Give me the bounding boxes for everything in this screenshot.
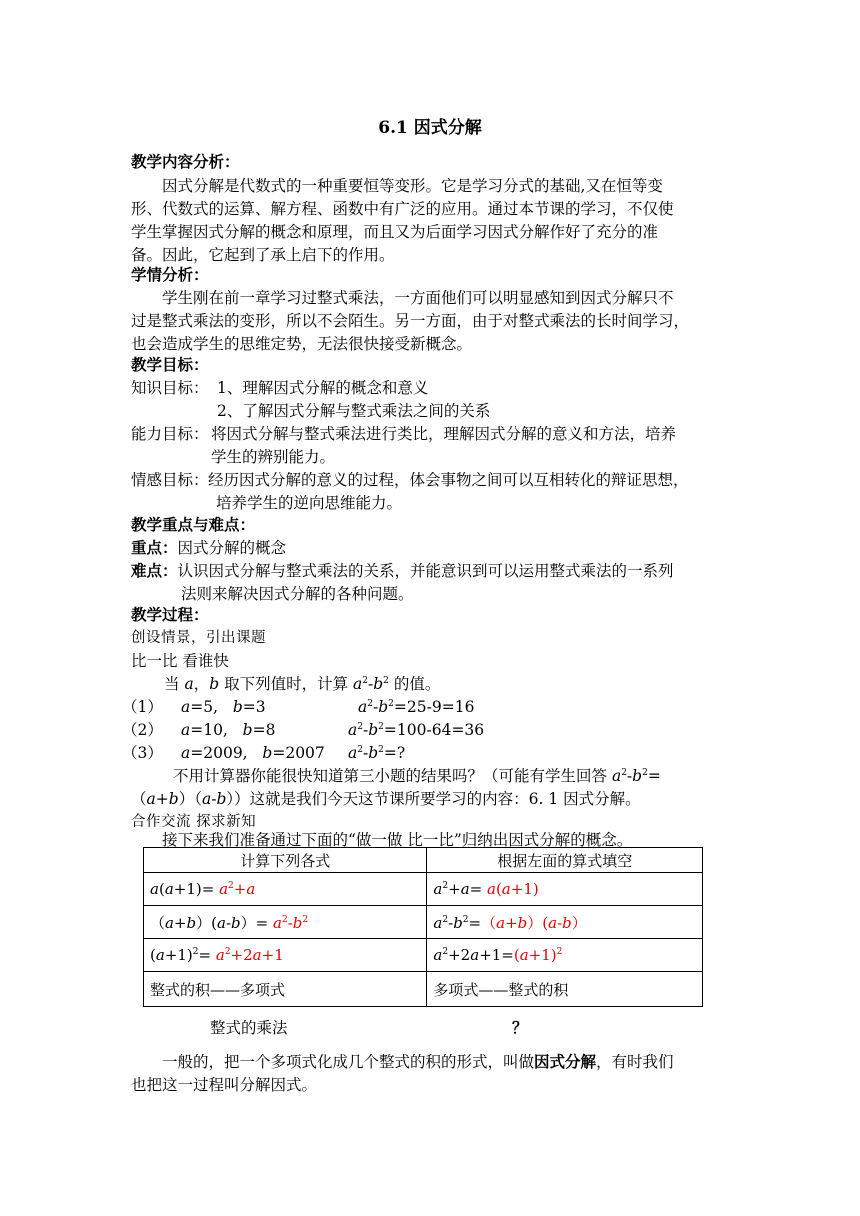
table-cell: $a^2-b^2=(a+b)(a-b)$: [427, 906, 703, 939]
table-cell: 多项式——整式的积: [427, 972, 703, 1007]
section-heading-process: 教学过程：: [131, 605, 209, 624]
goal-text: 经历因式分解的意义的过程，体会事物之间可以互相转化的辩证思想，: [208, 471, 689, 489]
key-point-line: [131, 537, 286, 559]
table-cell: $a^2+2a+1=(a+1)^2$: [427, 939, 703, 972]
table-header-cell: 计算下列各式: [144, 848, 427, 873]
below-table-left: 整式的乘法: [210, 1019, 288, 1037]
table-row: [144, 906, 703, 939]
question-result: $a^2-b^2=$?: [348, 744, 406, 762]
key-point-label: 重点：: [131, 538, 178, 557]
table-cell: 整式的积——多项式: [144, 972, 427, 1007]
quick-question-line: （a+b）（a-b））这就是我们今天这节课所要学习的内容：6. 1 因式分解。: [131, 790, 641, 808]
paragraph-line: 形、代数式的运算、解方程、函数中有广泛的应用。通过本节课的学习，不仅使: [131, 200, 674, 218]
goal-label-knowledge: 知识目标：: [131, 379, 209, 397]
goal-text: 1、理解因式分解的概念和意义: [217, 379, 429, 397]
below-table-question: ？: [512, 1018, 528, 1037]
question-values: a=10, b=8: [181, 721, 276, 739]
table-header-cell: 根据左面的算式填空: [427, 848, 703, 873]
page-title: 6.1 因式分解: [378, 118, 482, 138]
paragraph-line: 过是整式乘法的变形，所以不会陌生。另一方面，由于对整式乘法的长时间学习，: [131, 312, 690, 330]
section-heading-student-analysis: 学情分析：: [131, 265, 209, 284]
question-item: （3）: [122, 744, 163, 762]
factorization-table: [143, 847, 703, 1007]
question-values: a=5, b=3: [181, 698, 266, 716]
definition-line: 一般的，把一个多项式化成几个整式的积的形式，叫做因式分解，有时我们: [162, 1052, 674, 1071]
paragraph-line: 也会造成学生的思维定势，无法很快接受新概念。: [131, 335, 473, 353]
goal-text: 2、了解因式分解与整式乘法之间的关系: [217, 402, 491, 420]
table-row: [144, 873, 703, 906]
goal-text: 学生的辨别能力。: [211, 448, 336, 466]
process-cooperate: 合作交流 探求新知: [131, 814, 257, 830]
question-values: a=2009, b=2007: [181, 744, 325, 762]
table-cell: $(a+1)^2= a^2+2a+1$: [144, 939, 427, 972]
process-compare: 比一比 看谁快: [131, 652, 229, 670]
table-row: [144, 972, 703, 1007]
difficulty-text: 法则来解决因式分解的各种问题。: [181, 585, 414, 603]
goal-text: 将因式分解与整式乘法进行类比，理解因式分解的意义和方法，培养: [211, 425, 677, 443]
table-cell: $a^2+a= a(a+1)$: [427, 873, 703, 906]
section-heading-goals: 教学目标：: [131, 355, 209, 374]
difficulty-label: 难点：: [131, 561, 178, 580]
goal-text: 培养学生的逆向思维能力。: [216, 494, 403, 512]
question-item: （2）: [122, 721, 163, 739]
question-item: （1）: [122, 698, 163, 716]
goal-label-ability: 能力目标：: [131, 425, 209, 443]
paragraph-line: 学生掌握因式分解的概念和原理，而且又为后面学习因式分解作好了充分的准: [131, 223, 659, 241]
question-result: $a^2-b^2=100-64=36$: [348, 721, 485, 739]
difficulty-line: [131, 560, 674, 582]
table-row: [144, 939, 703, 972]
goal-label-emotion: 情感目标：: [131, 471, 209, 489]
process-next-line: 接下来我们准备通过下面的“做一做 比一比”归纳出因式分解的概念。: [162, 831, 633, 849]
paragraph-line: 备。因此，它起到了承上启下的作用。: [131, 246, 395, 264]
key-point-text: 因式分解的概念: [177, 539, 287, 557]
question-result: $a^2-b^2=25-9=16$: [358, 698, 475, 716]
definition-line: 也把这一过程叫分解因式。: [131, 1076, 318, 1094]
definition-term: 因式分解: [534, 1052, 597, 1071]
process-scene: 创设情景，引出课题: [131, 630, 266, 646]
difficulty-text: 认识因式分解与整式乘法的关系，并能意识到可以运用整式乘法的一系列: [177, 562, 674, 580]
question-intro: 当 a，b 取下列值时，计算 $a^2-b^2$ 的值。: [164, 675, 441, 693]
section-heading-key-points: 教学重点与难点：: [131, 515, 256, 534]
paragraph-line: 因式分解是代数式的一种重要恒等变形。它是学习分式的基础,又在恒等变: [162, 177, 663, 195]
table-header-row: [144, 848, 703, 873]
table-cell: $(a+b)(a-b)= a^2-b^2$: [144, 906, 427, 939]
table-cell: $a(a+1)= a^2+a$: [144, 873, 427, 906]
paragraph-line: 学生刚在前一章学习过整式乘法，一方面他们可以明显感知到因式分解只不: [162, 289, 674, 307]
quick-question-line: 不用计算器你能很快知道第三小题的结果吗？（可能有学生回答 $a^2-b^2=$: [173, 767, 661, 785]
section-heading-content-analysis: 教学内容分析：: [131, 152, 240, 171]
